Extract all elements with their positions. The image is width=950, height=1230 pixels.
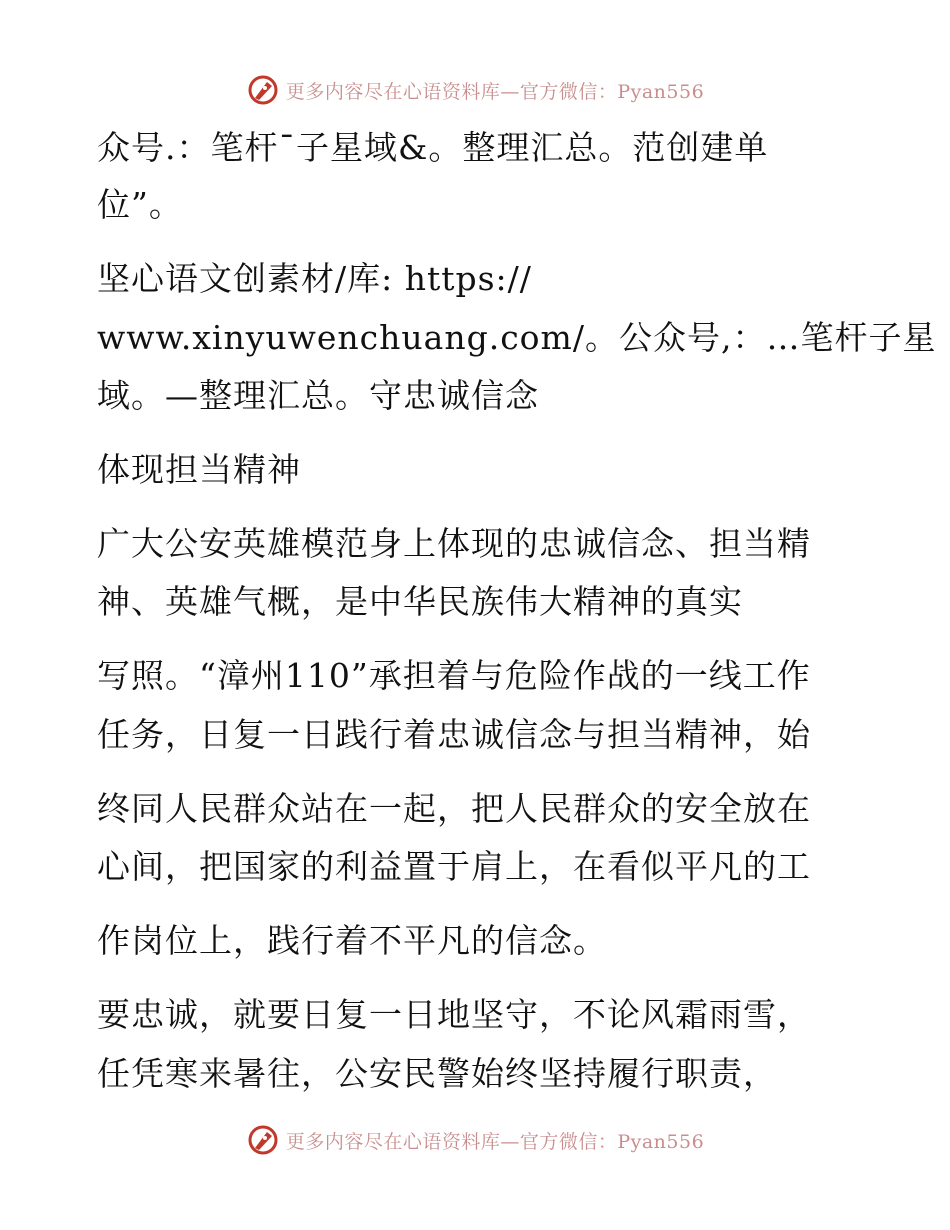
body-line-9: 写照。“漳州110”承担着与危险作战的一线工作 [97, 656, 811, 695]
body-line-13: 作岗位上，践行着不平凡的信念。 [97, 921, 607, 960]
pen-nib-logo-icon [246, 1123, 280, 1157]
body-line-14: 要忠诚，就要日复一日地坚守，不论风霜雨雪， [97, 995, 811, 1034]
body-line-3: 坚心语文创素材/库: https:// [97, 259, 532, 298]
body-line-12: 心间，把国家的利益置于肩上，在看似平凡的工 [97, 847, 811, 886]
body-line-10: 任务，日复一日践行着忠诚信念与担当精神，始 [97, 715, 811, 754]
body-line-8: 神、英雄气概，是中华民族伟大精神的真实 [97, 582, 743, 621]
body-line-7: 广大公安英雄模范身上体现的忠诚信念、担当精 [97, 524, 811, 563]
body-line-1: 众号.：笔杆¯子星域&。整理汇总。范创建单 [97, 128, 769, 167]
body-line-15: 任凭寒来暑往，公安民警始终坚持履行职责， [97, 1054, 777, 1093]
body-line-11: 终同人民群众站在一起，把人民群众的安全放在 [97, 789, 811, 828]
body-line-6: 体现担当精神 [97, 450, 301, 489]
body-line-4: www.xinyuwenchuang.com/。公众号,：…笔杆子星 [97, 318, 937, 357]
body-line-2: 位”。 [97, 185, 183, 224]
footer-banner [0, 1120, 950, 1160]
footer-banner-inner [246, 1123, 704, 1157]
header-banner-text: 更多内容尽在心语资料库—官方微信：Pyan556 [285, 80, 705, 103]
body-line-5: 域。—整理汇总。守忠诚信念 [97, 376, 539, 415]
footer-banner-text: 更多内容尽在心语资料库—官方微信：Pyan556 [285, 1130, 705, 1153]
